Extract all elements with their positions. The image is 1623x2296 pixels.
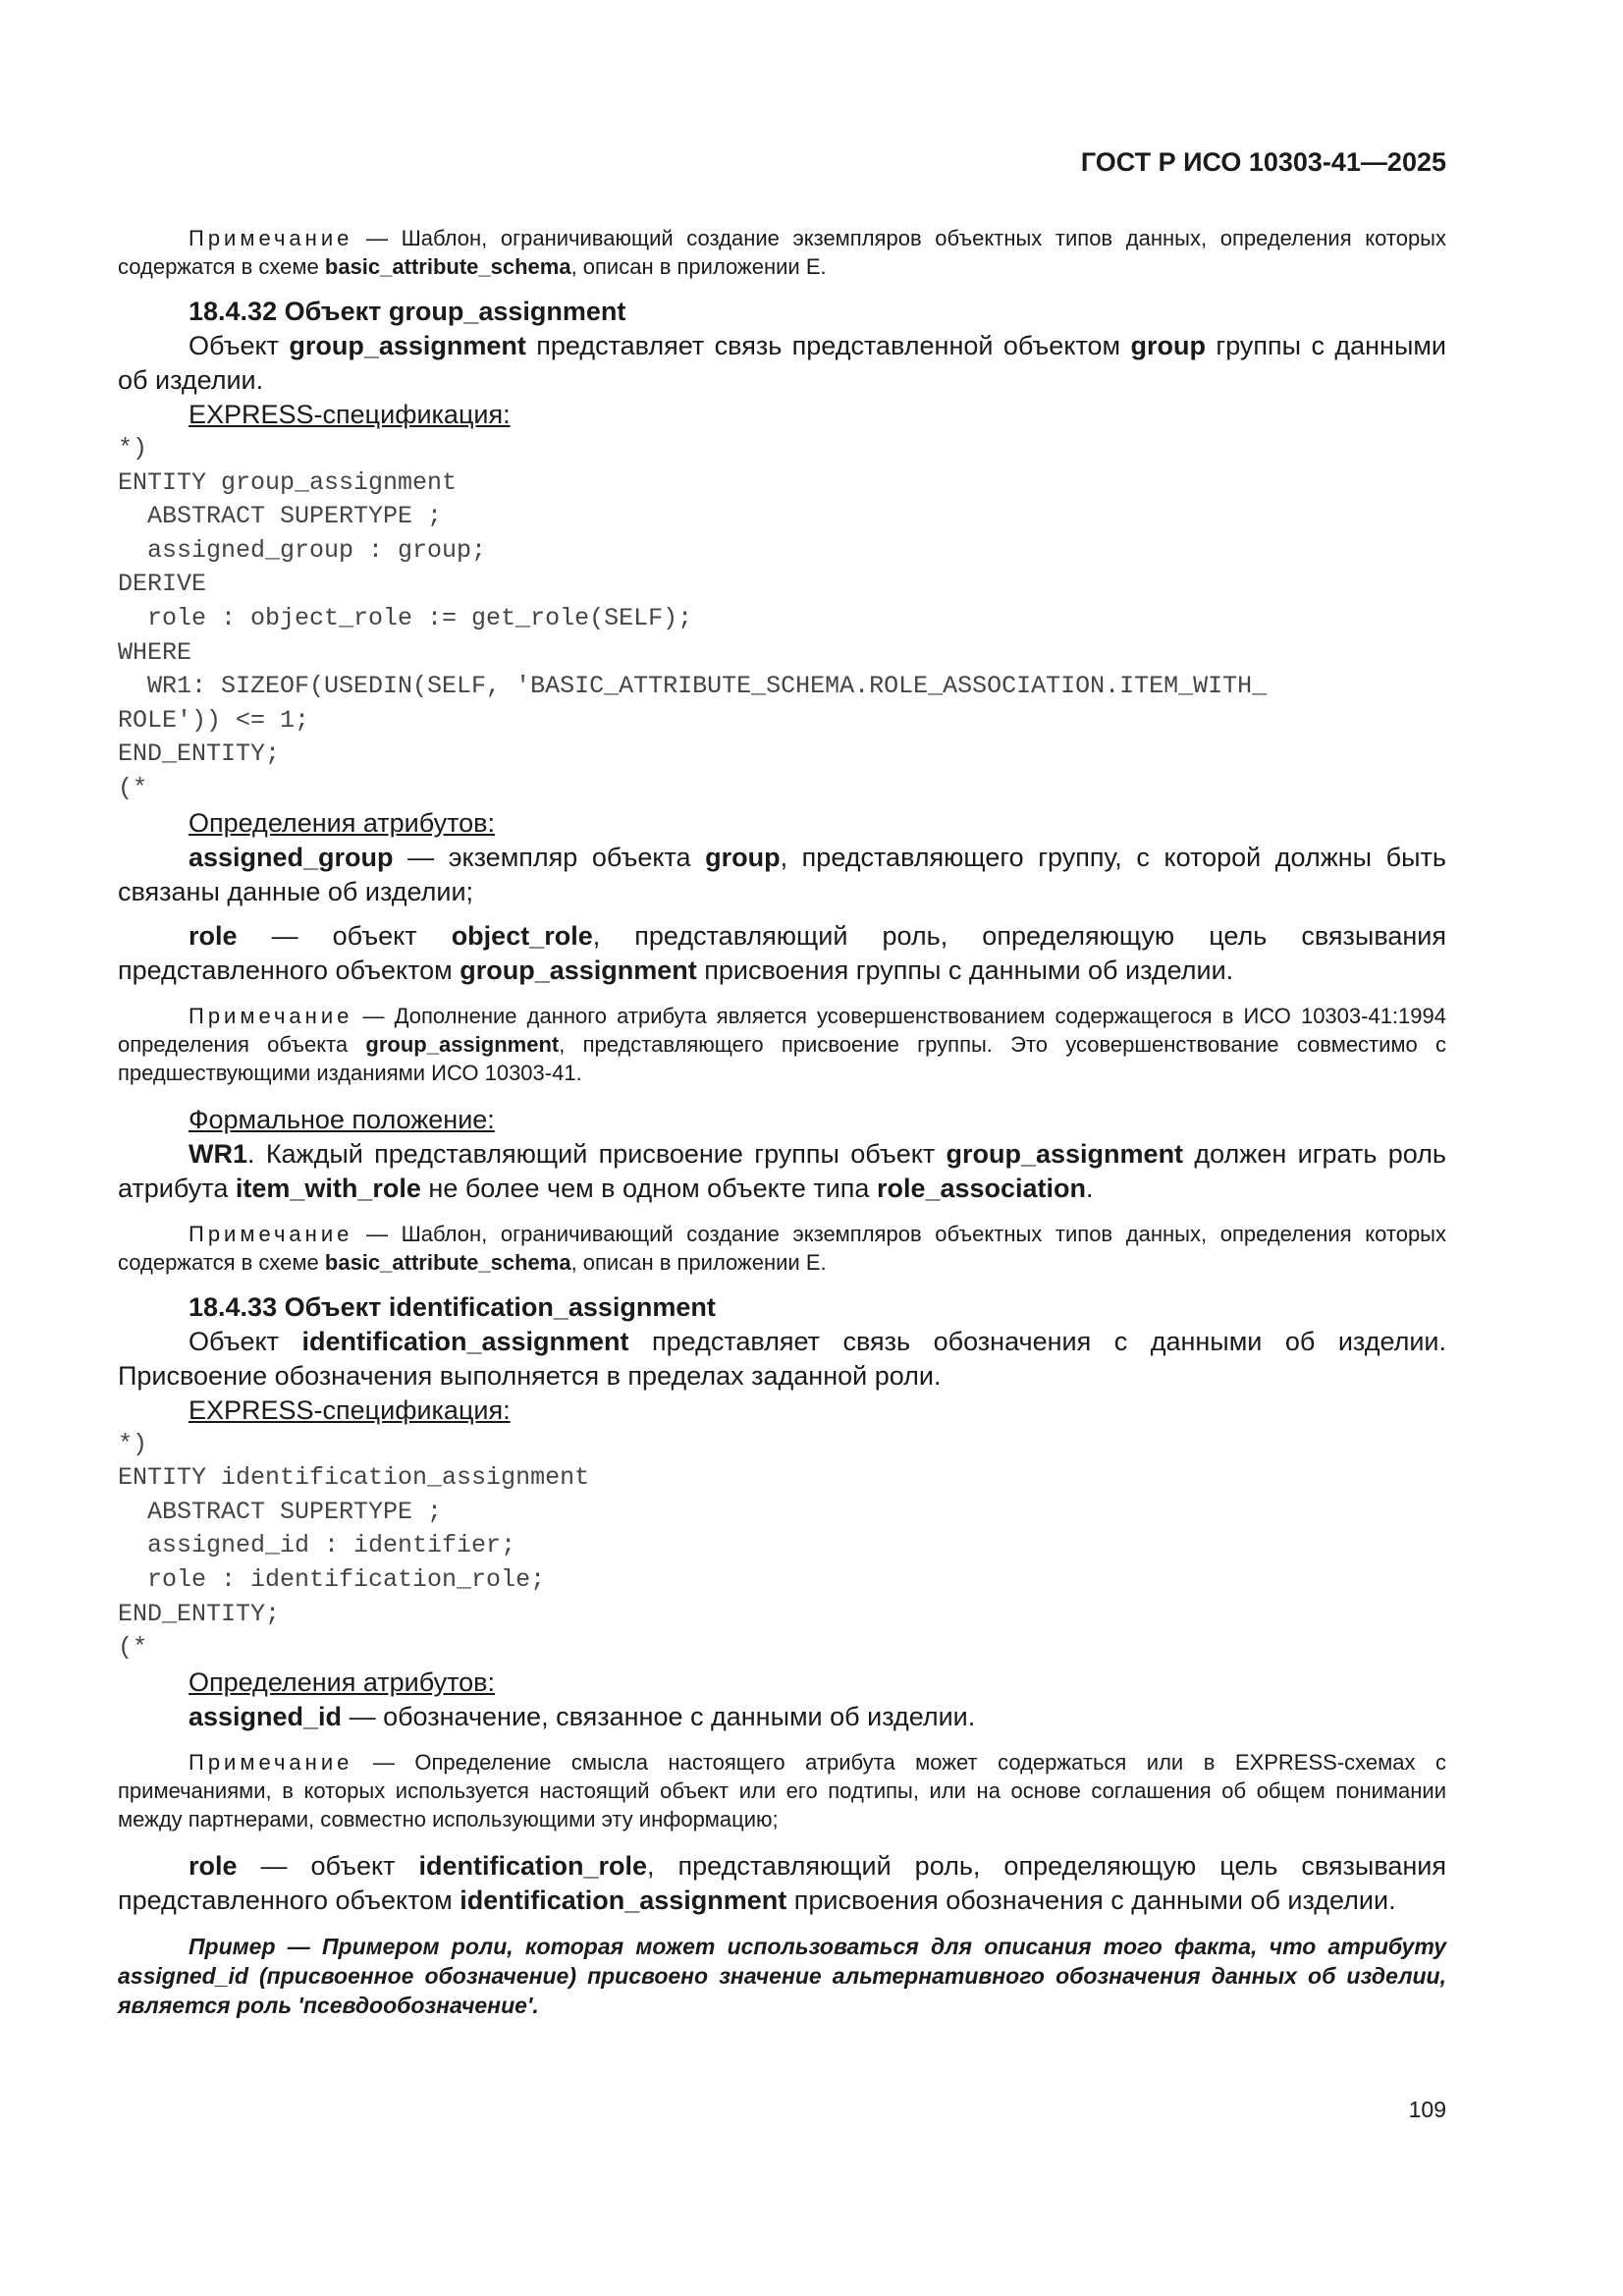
- attr-def-assigned-id: assigned_id — обозначение, связанное с данными об изделии.: [189, 1701, 976, 1731]
- formal-proposition-label: Формальное положение:: [189, 1104, 495, 1134]
- attr-def-assigned-group: assigned_group — экземпляр объекта group, представляющего группу, с которой должны быть связаны данные об изделии;: [118, 842, 1446, 906]
- express-spec-label-2: EXPRESS-спецификация:: [189, 1394, 511, 1425]
- page-content: [118, 224, 1446, 2020]
- note-template-1: Примечание — Шаблон, ограничивающий создание экземпляров объектных типов данных, определения которых содержатся в схеме basic_attribute_schema, описан в приложении Е.: [118, 226, 1446, 279]
- page-number: 109: [1408, 2097, 1446, 2122]
- section-heading-18-4-33: 18.4.33 Объект identification_assignment: [189, 1291, 716, 1322]
- note-attribute-enhancement: Примечание — Дополнение данного атрибута является усовершенствованием содержащегося в ИСО 10303-41:1994 определения объекта group_assignment, представляющего присвоение группы. Это усовершенствование совместимо с предшествующими изданиями ИСО 10303-41.: [118, 1003, 1447, 1085]
- express-code-group-assignment: *) ENTITY group_assignment ABSTRACT SUPERTYPE ; assigned_group : group; DERIVE role : object_role := get_role(SELF); WHERE WR1: SIZEOF(USEDIN(SELF, 'BASIC_ATTRIBUTE_SCHEMA.ROLE_ASSOCIATION.ITEM_WITH_ ROLE')) <= 1; END_ENTITY; (*: [118, 434, 1268, 802]
- attribute-definitions-label: Определения атрибутов:: [189, 807, 496, 838]
- attr-def-role: role — объект object_role, представляющий роль, определяющую цель связывания представленного объектом group_assignment присвоения группы с данными об изделии.: [118, 920, 1446, 985]
- note-label: Примечание: [189, 226, 353, 250]
- section-intro-identification-assignment: Объект identification_assignment представляет связь обозначения с данными об изделии. Присвоение обозначения выполняется в пределах заданной роли.: [118, 1326, 1446, 1391]
- formal-rule-wr1: WR1. Каждый представляющий присвоение группы объект group_assignment должен играть роль атрибута item_with_role не более чем в одном объекте типа role_association.: [118, 1138, 1446, 1203]
- note-template-2: Примечание — Шаблон, ограничивающий создание экземпляров объектных типов данных, определения которых содержатся в схеме basic_attribute_schema, описан в приложении Е.: [118, 1221, 1446, 1275]
- express-code-identification-assignment: *) ENTITY identification_assignment ABSTRACT SUPERTYPE ; assigned_id : identifier; role : identification_role; END_ENTITY; (*: [118, 1429, 590, 1663]
- standard-header: ГОСТ Р ИСО 10303-41—2025: [1080, 147, 1446, 177]
- example-pseudo-identification: Пример — Примером роли, которая может использоваться для описания того факта, что атрибуту assigned_id (присвоенное обозначение) присвоено значение альтернативного обозначения данных об изделии, является роль 'псевдообозначение'.: [118, 1933, 1446, 2018]
- attribute-definitions-label-2: Определения атрибутов:: [189, 1667, 496, 1697]
- section-intro-group-assignment: Объект group_assignment представляет связь представленной объектом group группы с данными об изделии.: [118, 331, 1446, 395]
- note-attribute-meaning: Примечание — Определение смысла настоящего атрибута может содержаться или в EXPRESS-схемах с примечаниями, в которых используется настоящий объект или его подтипы, или на основе соглашения об общем понимании между партнерами, совместно использующими эту информацию;: [118, 1749, 1446, 1831]
- attr-def-role-2: role — объект identification_role, представляющий роль, определяющую цель связывания представленного объектом identification_assignment присвоения обозначения с данными об изделии.: [118, 1850, 1446, 1915]
- express-spec-label: EXPRESS-спецификация:: [189, 400, 511, 429]
- section-heading-18-4-32: 18.4.32 Объект group_assignment: [189, 297, 626, 326]
